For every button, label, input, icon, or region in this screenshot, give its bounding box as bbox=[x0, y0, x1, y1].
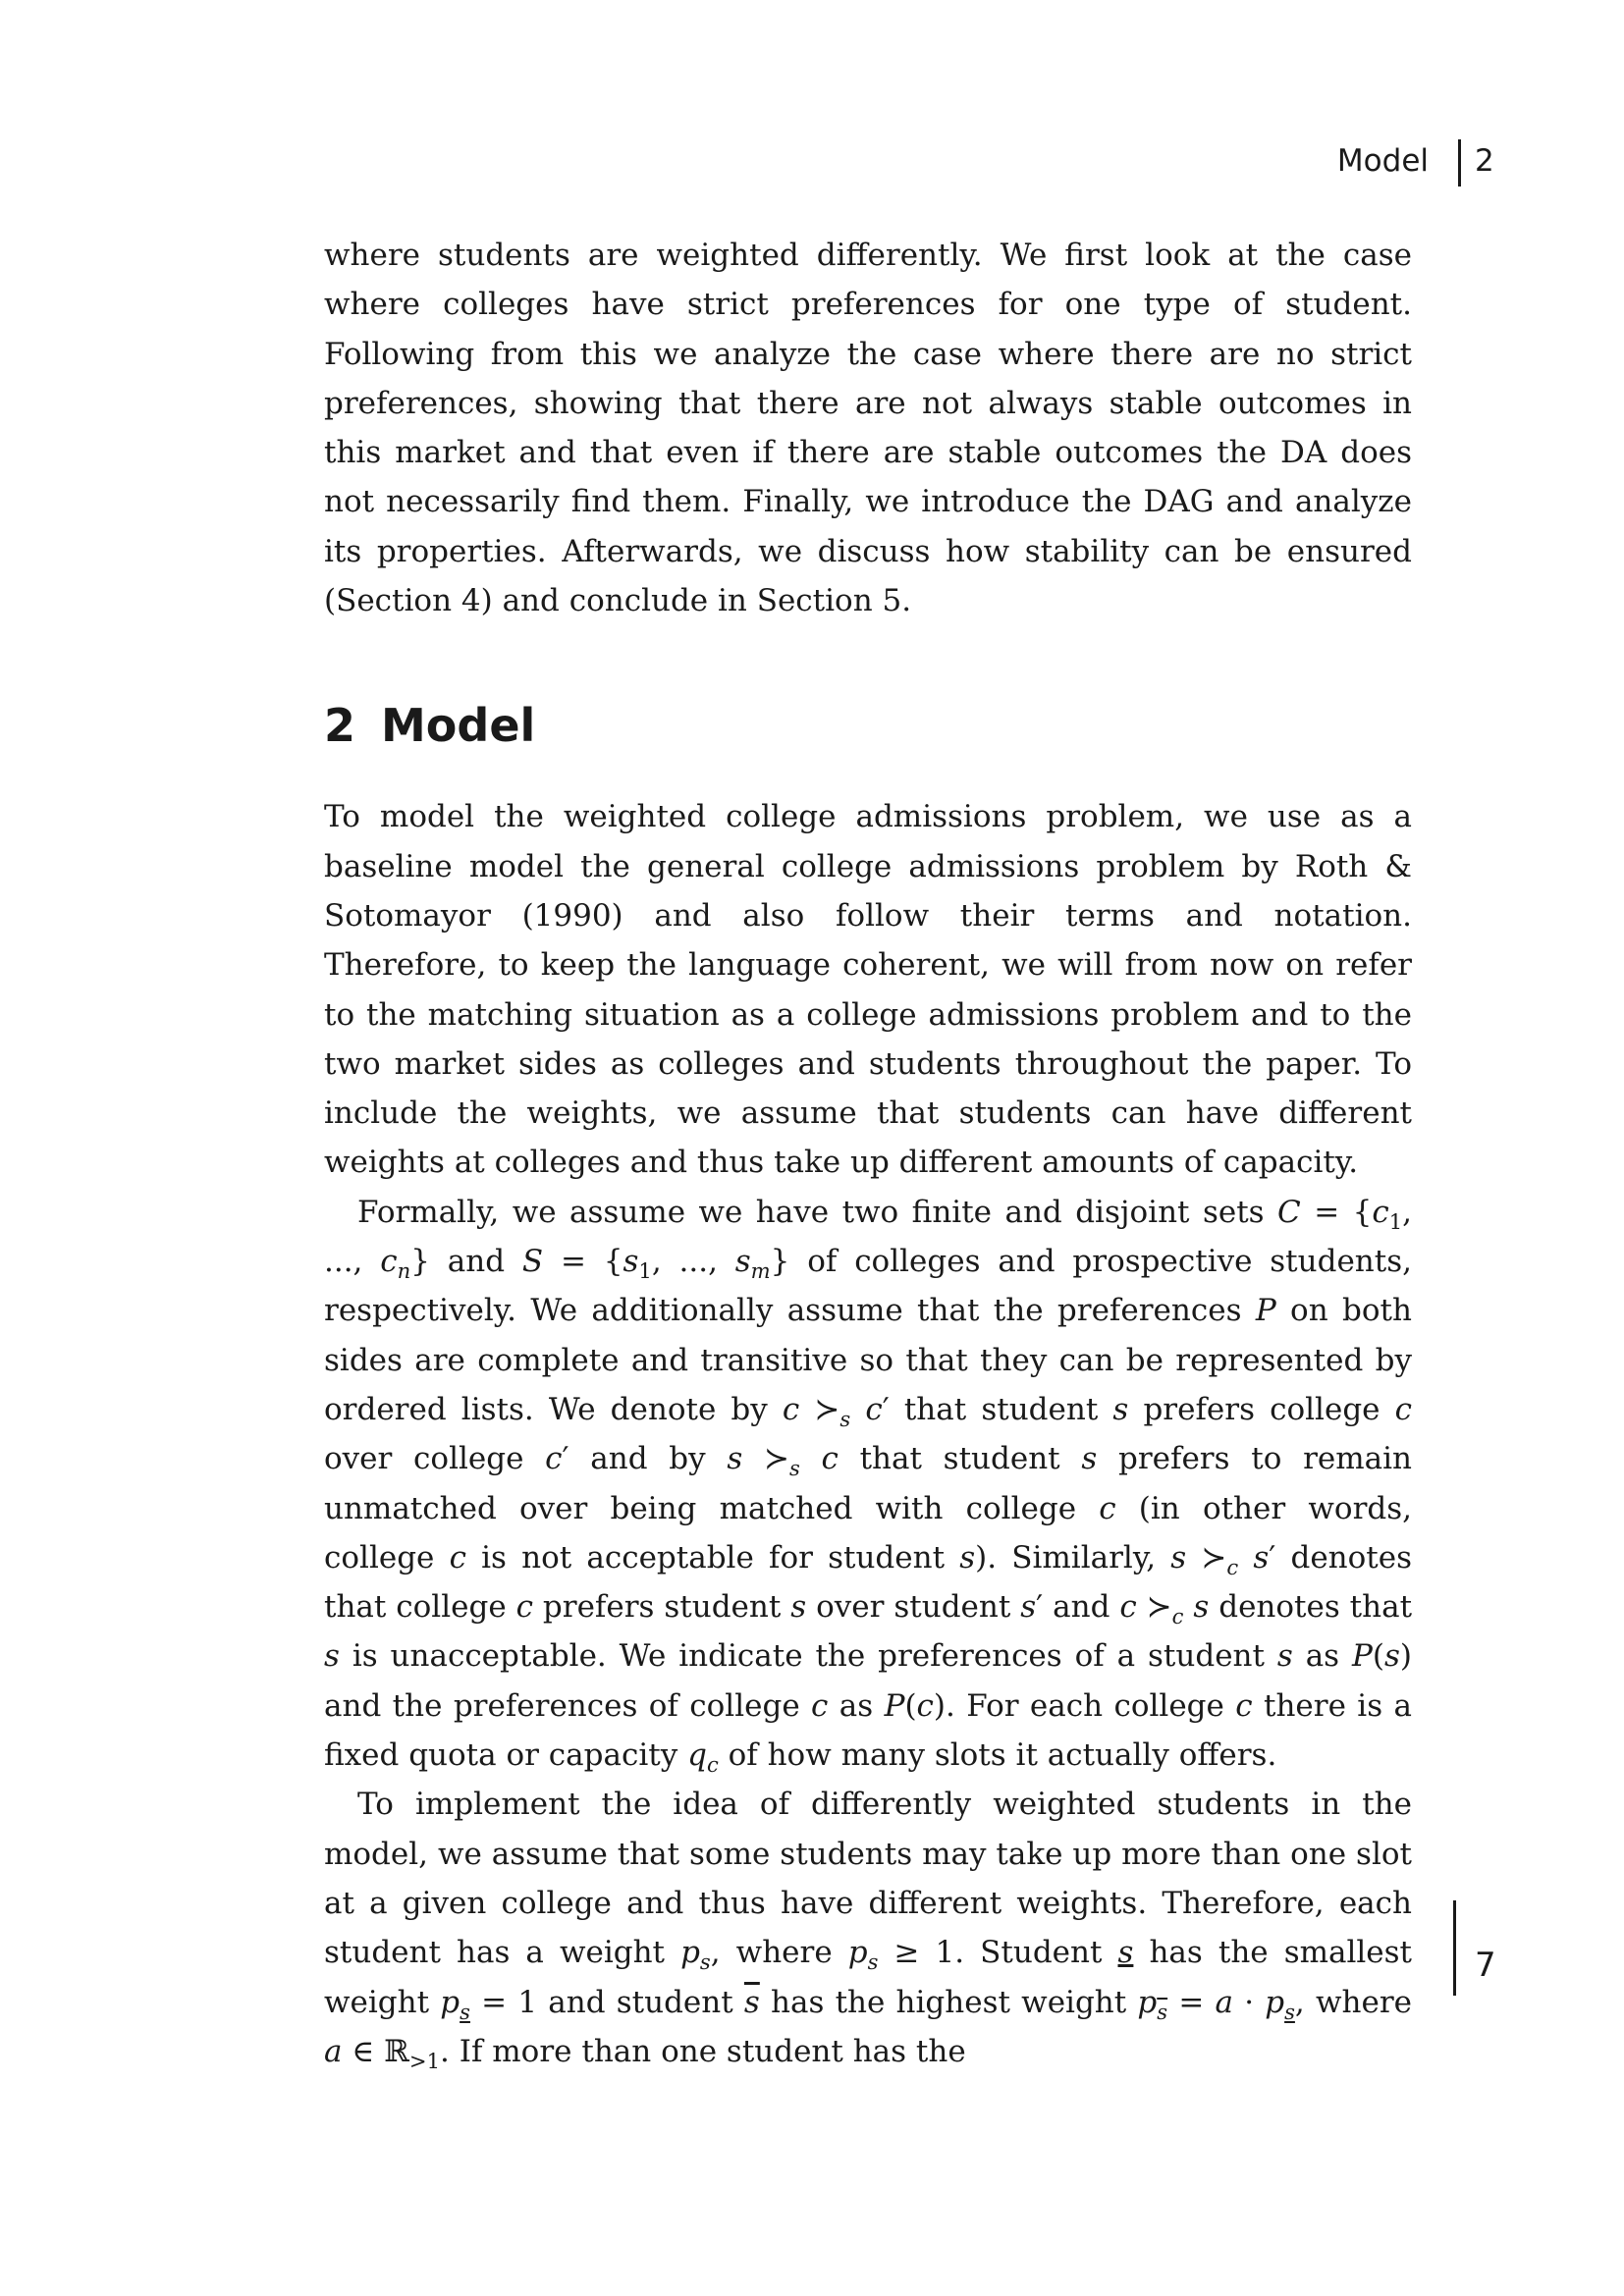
section-title: Model bbox=[381, 699, 536, 753]
paragraph-formal-definitions: Formally, we assume we have two finite and disjoint sets $C = \{c_1$, ..., $c_n$} and $S = \{s_1$, ..., $s_m$} of colleges and prospective students, respectively. We additionally assume that the preferences P on both sides are complete and transitive so that they can be represented by ordered lists. We denote by c $≻_s$ c′ that student s prefers college c over college c′ and by s $≻_s$ c that student s prefers to remain unmatched over being matched with college c (in other words, college c is not acceptable for student s). Similarly, s $≻_c$ s′ denotes that college c prefers student s over student s′ and c $≻_c$ s denotes that s is unacceptable. We indicate the preferences of a student s as P(s) and the preferences of college c as P(c). For each college c there is a fixed quota or capacity $q_c$ of how many slots it actually offers. bbox=[324, 1194, 1413, 1778]
page-body bbox=[324, 231, 1412, 2076]
intro-paragraph: where students are weighted differently. We first look at the case where colleges have strict preferences for one type of student. Following from this we analyze the case where there are no strict preferences, showing that there are not always stable outcomes in this market and that even if there are stable outcomes the DA does not necessarily find them. Finally, we introduce the DAG and analyze its properties. Afterwards, we discuss how stability can be ensured (Section 4) and conclude in Section 5. bbox=[324, 238, 1412, 619]
running-header bbox=[1159, 139, 1503, 194]
running-header-page-number: 2 bbox=[1475, 143, 1494, 179]
math-student-set: $S = \{s_1$, ..., $s_m$} bbox=[521, 1244, 790, 1284]
running-header-title: Model bbox=[1336, 143, 1429, 179]
page-footer bbox=[1453, 1900, 1571, 1999]
running-header-rule bbox=[1458, 139, 1461, 187]
footer-rule bbox=[1453, 1900, 1456, 1996]
footer-page-number: 7 bbox=[1475, 1946, 1496, 1985]
paragraph-baseline-model: To model the weighted college admissions problem, we use as a baseline model the general college admissions problem by Roth & Sotomayor (1990) and also follow their terms and notation. Therefore, to keep the language coherent, we will from now on refer to the matching situation as a college admissions problem and to the two market sides as colleges and students throughout the paper. To include the weights, we assume that students can have different weights at colleges and thus take up different amounts of capacity. bbox=[324, 799, 1412, 1181]
section-heading bbox=[324, 696, 1412, 755]
section-number: 2 bbox=[324, 699, 356, 753]
math-college-set: $C = \{c_1$, ..., $c_n$} bbox=[324, 1194, 1412, 1284]
paragraph-weighted-students: To implement the idea of differently weighted students in the model, we assume that some students may take up more than one slot at a given college and thus have different weights. Therefore, each student has a weight $p_s$, where $p_s \ge 1$. Student s has the smallest weight $p_s = 1$ and student $\overline{s}$ has the highest weight $p_{\overline{s}} = a \cdot p_s$, where a ∈ ℝ$_{>1}$. If more than one student has the bbox=[324, 1787, 1413, 2073]
